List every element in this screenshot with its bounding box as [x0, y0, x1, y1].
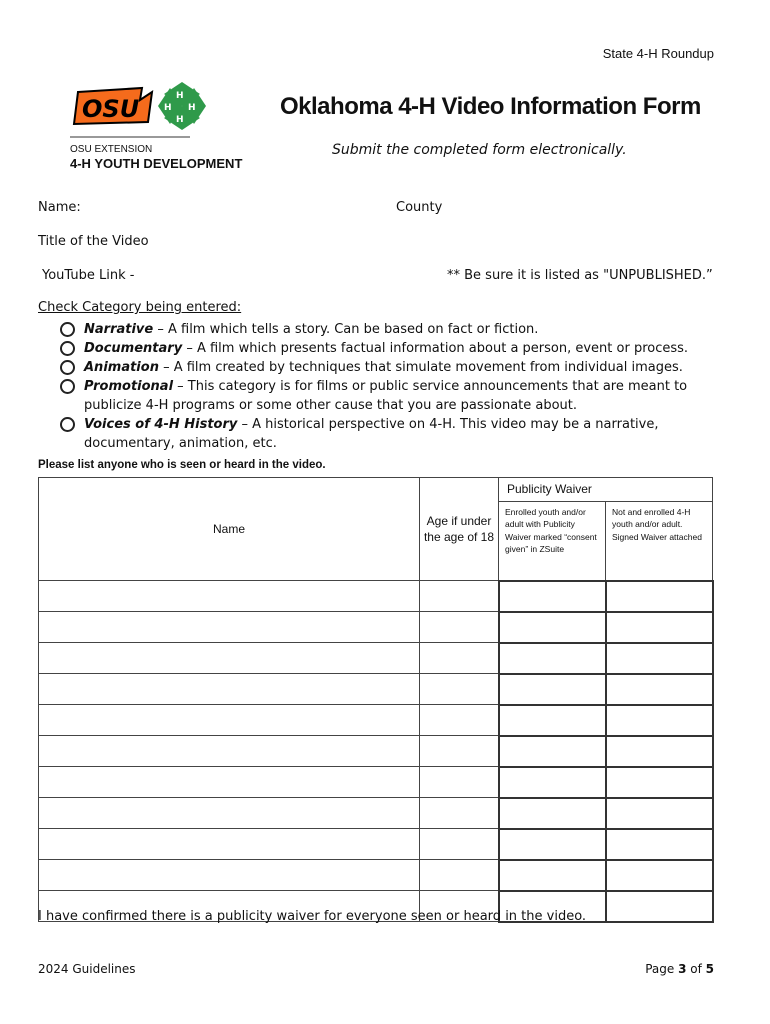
waiver-enrolled-box[interactable] [499, 643, 606, 674]
osu-4h-logo [70, 82, 243, 172]
table-row [39, 860, 713, 891]
radio-icon[interactable] [60, 417, 75, 432]
osu-logo-icon [74, 88, 152, 124]
svg-text:H: H [176, 115, 184, 125]
waiver-signed-box[interactable] [606, 798, 713, 829]
county-label: County [396, 200, 443, 215]
youtube-label: YouTube Link - [42, 268, 135, 283]
category-name: Voices of 4-H History [84, 417, 238, 432]
radio-icon[interactable] [60, 360, 75, 375]
footer-guidelines: 2024 Guidelines [38, 962, 136, 976]
list-heading: Please list anyone who is seen or heard in the video. [38, 459, 326, 471]
age-cell[interactable] [420, 581, 499, 612]
age-cell[interactable] [420, 736, 499, 767]
svg-text:H: H [188, 103, 196, 113]
name-cell[interactable] [39, 643, 420, 674]
page-prefix: Page [645, 962, 679, 976]
age-cell[interactable] [420, 829, 499, 860]
waiver-enrolled-box[interactable] [499, 860, 606, 891]
svg-text:H: H [164, 103, 172, 113]
age-cell[interactable] [420, 674, 499, 705]
waiver-signed-box[interactable] [606, 705, 713, 736]
category-documentary[interactable] [60, 339, 710, 358]
svg-text:H: H [176, 91, 184, 101]
col-waiver-signed-header: Not and enrolled 4-H youth and/or adult. Signed Waiver attached [606, 501, 713, 580]
waiver-enrolled-box[interactable] [499, 767, 606, 798]
waiver-signed-box[interactable] [606, 767, 713, 798]
participants-table [38, 477, 714, 923]
waiver-enrolled-box[interactable] [499, 705, 606, 736]
name-cell[interactable] [39, 736, 420, 767]
waiver-signed-box[interactable] [606, 736, 713, 767]
col-age-header: Age if under the age of 18 [420, 478, 499, 581]
age-cell[interactable] [420, 860, 499, 891]
category-desc: – This category is for films or public service announcements that are meant to publicize 4-H programs or some other cause that you are passionate about. [84, 379, 688, 413]
age-cell[interactable] [420, 612, 499, 643]
category-desc: – A film created by techniques that simulate movement from individual images. [158, 360, 683, 375]
division-label: 4-H YOUTH DEVELOPMENT [70, 156, 243, 171]
waiver-enrolled-box[interactable] [499, 612, 606, 643]
name-cell[interactable] [39, 581, 420, 612]
svg-text:OSU: OSU [82, 95, 140, 123]
name-cell[interactable] [39, 860, 420, 891]
category-desc: – A film which presents factual information about a person, event or process. [182, 341, 689, 356]
page-total: 5 [705, 962, 714, 976]
video-title-label: Title of the Video [38, 234, 149, 249]
table-row [39, 705, 713, 736]
waiver-enrolled-box[interactable] [499, 581, 606, 612]
name-cell[interactable] [39, 829, 420, 860]
category-desc: – A film which tells a story. Can be based on fact or fiction. [153, 322, 539, 337]
waiver-enrolled-box[interactable] [499, 829, 606, 860]
name-cell[interactable] [39, 612, 420, 643]
name-cell[interactable] [39, 705, 420, 736]
waiver-enrolled-box[interactable] [499, 798, 606, 829]
4h-clover-icon [158, 82, 206, 130]
table-row [39, 674, 713, 705]
age-cell[interactable] [420, 705, 499, 736]
name-label: Name: [38, 200, 81, 215]
radio-icon[interactable] [60, 379, 75, 394]
table-row [39, 736, 713, 767]
waiver-signed-box[interactable] [606, 860, 713, 891]
name-cell[interactable] [39, 767, 420, 798]
category-promotional[interactable] [60, 377, 710, 415]
category-heading: Check Category being entered: [38, 300, 242, 315]
header-label: State 4-H Roundup [602, 46, 714, 61]
form-subtitle: Submit the completed form electronically. [332, 142, 627, 158]
waiver-signed-box[interactable] [606, 829, 713, 860]
category-animation[interactable] [60, 358, 710, 377]
category-name: Animation [84, 360, 159, 375]
table-row [39, 643, 713, 674]
table-row [39, 612, 713, 643]
table-row [39, 581, 713, 612]
radio-icon[interactable] [60, 341, 75, 356]
confirm-statement: I have confirmed there is a publicity waiver for everyone seen or heard in the video. [38, 909, 587, 924]
waiver-signed-box[interactable] [606, 891, 713, 922]
col-name-header: Name [39, 478, 420, 581]
category-narrative[interactable] [60, 320, 710, 339]
page-current: 3 [678, 962, 687, 976]
extension-label: OSU EXTENSION [70, 144, 153, 155]
waiver-signed-box[interactable] [606, 643, 713, 674]
col-waiver-enrolled-header: Enrolled youth and/or adult with Publicity Waiver marked “consent given” in ZSuite [499, 501, 606, 580]
page-indicator [645, 962, 714, 976]
page-mid: of [686, 962, 706, 976]
table-row [39, 798, 713, 829]
waiver-signed-box[interactable] [606, 674, 713, 705]
youtube-note: ** Be sure it is listed as "UNPUBLISHED.” [447, 268, 713, 283]
col-waiver-header: Publicity Waiver [499, 478, 713, 502]
age-cell[interactable] [420, 643, 499, 674]
waiver-signed-box[interactable] [606, 581, 713, 612]
name-cell[interactable] [39, 674, 420, 705]
waiver-enrolled-box[interactable] [499, 674, 606, 705]
form-title: Oklahoma 4-H Video Information Form [280, 93, 701, 120]
name-cell[interactable] [39, 798, 420, 829]
table-row [39, 829, 713, 860]
radio-icon[interactable] [60, 322, 75, 337]
category-desc: – A historical perspective on 4-H. This video may be a narrative, documentary, animation, etc. [84, 417, 659, 451]
waiver-enrolled-box[interactable] [499, 736, 606, 767]
category-voices-history[interactable] [60, 415, 710, 453]
age-cell[interactable] [420, 798, 499, 829]
age-cell[interactable] [420, 767, 499, 798]
waiver-signed-box[interactable] [606, 612, 713, 643]
category-name: Promotional [84, 379, 174, 394]
category-name: Narrative [84, 322, 154, 337]
category-name: Documentary [84, 341, 183, 356]
table-row [39, 767, 713, 798]
